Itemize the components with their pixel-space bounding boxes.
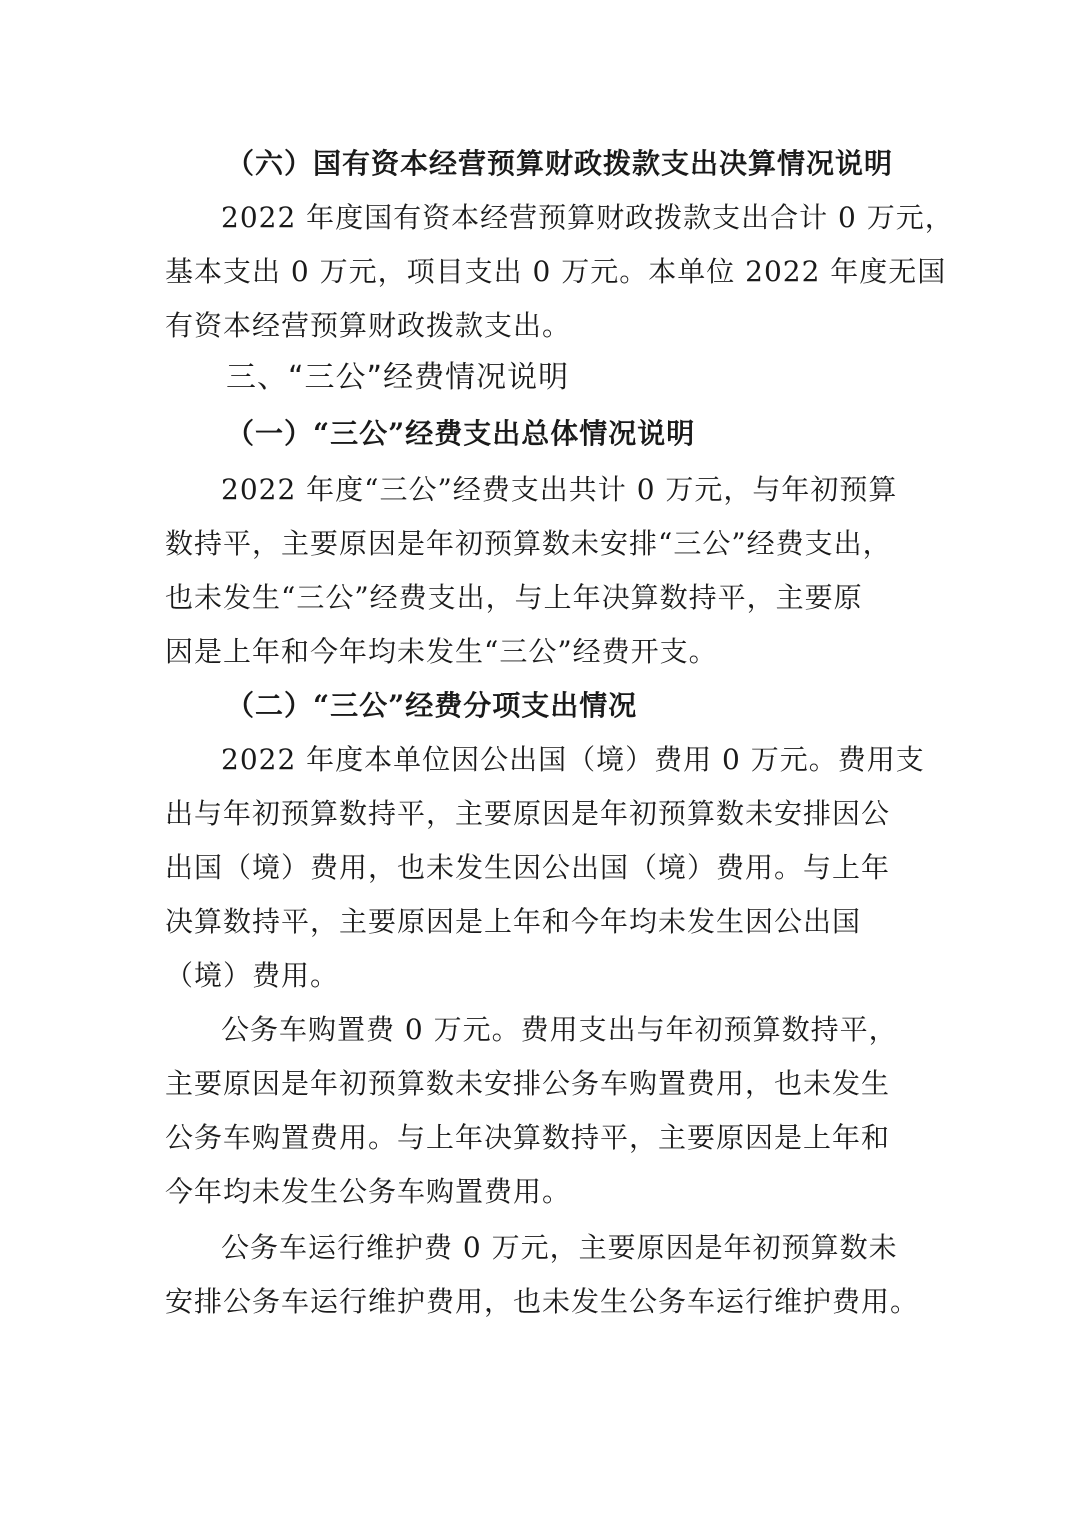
paragraph-line: 今年均未发生公务车购置费用。	[165, 1175, 572, 1208]
paragraph-line: 也未发生“三公”经费支出，与上年决算数持平，主要原	[165, 581, 863, 614]
paragraph-line: 出国（境）费用，也未发生因公出国（境）费用。与上年	[165, 851, 891, 884]
paragraph-line: 数持平，主要原因是年初预算数未安排“三公”经费支出，	[165, 527, 892, 560]
section-heading-6: （六）国有资本经营预算财政拨款支出决算情况说明	[226, 147, 894, 180]
paragraph-line: 公务车运行维护费 0 万元，主要原因是年初预算数未	[221, 1231, 898, 1264]
paragraph-line: 决算数持平，主要原因是上年和今年均未发生因公出国	[165, 905, 862, 938]
paragraph-line: （境）费用。	[165, 959, 340, 992]
paragraph-line: 安排公务车运行维护费用，也未发生公务车运行维护费用。	[165, 1285, 920, 1318]
paragraph-line: 有资本经营预算财政拨款支出。	[165, 309, 572, 342]
paragraph-line: 2022 年度本单位因公出国（境）费用 0 万元。费用支	[221, 743, 925, 776]
paragraph-line: 公务车购置费用。与上年决算数持平，主要原因是上年和	[165, 1121, 891, 1154]
part-heading-3: 三、“三公”经费情况说明	[226, 360, 570, 395]
paragraph-line: 出与年初预算数持平，主要原因是年初预算数未安排因公	[165, 797, 891, 830]
paragraph-line: 2022 年度国有资本经营预算财政拨款支出合计 0 万元，	[221, 201, 954, 234]
paragraph-line: 2022 年度“三公”经费支出共计 0 万元，与年初预算	[221, 473, 898, 506]
paragraph-line: 主要原因是年初预算数未安排公务车购置费用，也未发生	[165, 1067, 891, 1100]
subsection-heading-1: （一）“三公”经费支出总体情况说明	[226, 417, 696, 450]
paragraph-line: 基本支出 0 万元，项目支出 0 万元。本单位 2022 年度无国	[165, 255, 947, 288]
subsection-heading-2: （二）“三公”经费分项支出情况	[226, 689, 638, 722]
paragraph-line: 因是上年和今年均未发生“三公”经费开支。	[165, 635, 718, 668]
paragraph-line: 公务车购置费 0 万元。费用支出与年初预算数持平，	[221, 1013, 898, 1046]
